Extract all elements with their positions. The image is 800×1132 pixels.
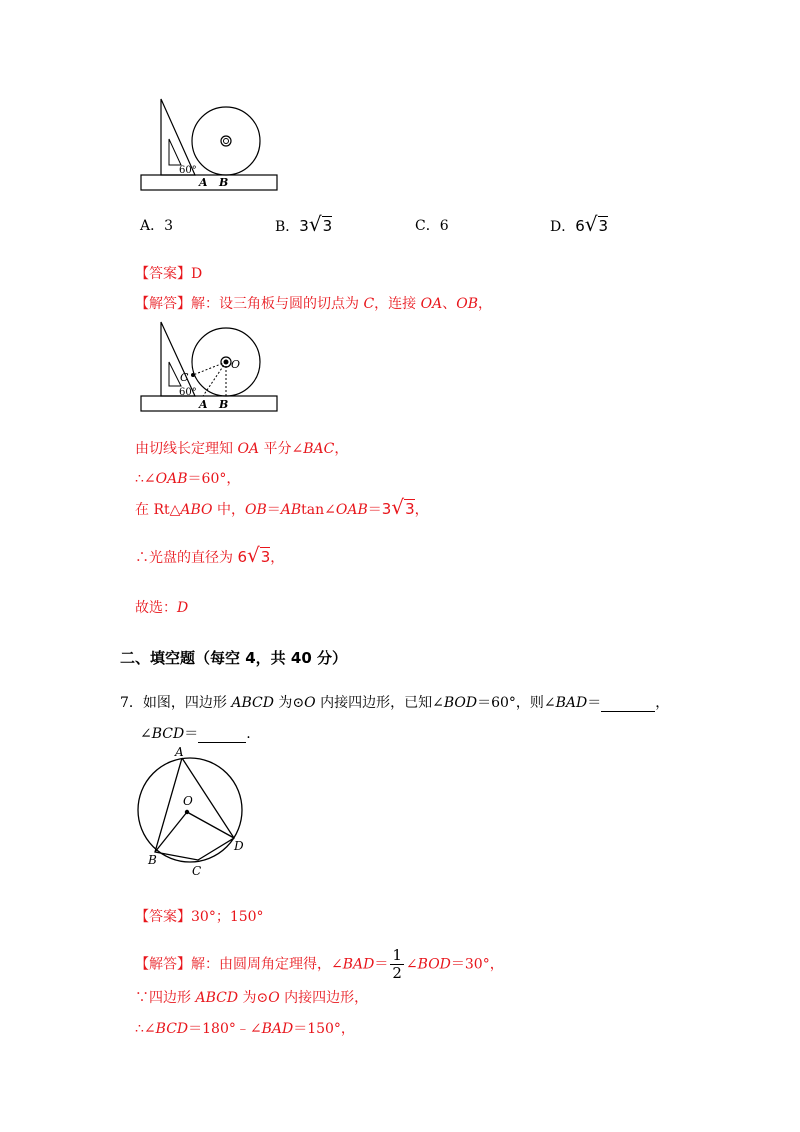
point-a-label: A	[199, 398, 208, 411]
ruler-disc-figure	[135, 95, 285, 195]
option-letter: C．	[415, 218, 440, 234]
point-b-label: B	[219, 176, 229, 189]
table-base	[141, 175, 277, 190]
quadrilateral-abcd	[155, 758, 234, 860]
circle-o	[138, 758, 242, 862]
radical-expression: 6√3	[575, 212, 609, 236]
q7-solution-line2: ∵四边形 ABCD 为⊙O 内接四边形，	[135, 990, 369, 1006]
table-base	[141, 396, 277, 411]
section-title: 二、填空题（每空 4，共 40 分）	[120, 649, 347, 667]
q7-answer: 【答案】30°；150°	[135, 909, 264, 925]
segment-ob	[155, 812, 187, 852]
q6-answer: 【答案】D	[135, 266, 203, 282]
q7-stem-line2: ∠BCD＝ .	[140, 726, 251, 742]
point-c-label: C	[192, 864, 202, 878]
option-c[interactable]	[415, 215, 449, 235]
option-a[interactable]	[140, 215, 173, 235]
triangle-ruler-inner	[169, 139, 181, 165]
option-letter: A．	[140, 218, 165, 234]
disc-hole-inner	[224, 139, 229, 144]
solution-figure	[135, 318, 285, 418]
question-number: 7．	[120, 695, 143, 711]
option-value: 6	[439, 218, 449, 234]
point-b-label: B	[148, 853, 157, 867]
q6-solution-intro: 【解答】解：设三角板与圆的切点为 C，连接 OA、OB，	[135, 296, 492, 312]
answer-blank-bad[interactable]	[601, 695, 655, 712]
option-b[interactable]	[275, 212, 332, 236]
radical-expression: 6√3	[237, 543, 271, 567]
fraction-one-half: $\frac{1}{2}$	[392, 946, 402, 982]
inscribed-quadrilateral-figure	[130, 742, 265, 882]
disc	[192, 107, 260, 175]
q6-choose: 故选：D	[135, 600, 189, 616]
point-d-label: D	[234, 839, 244, 853]
point-a-label: A	[175, 745, 184, 759]
center-o	[185, 810, 189, 814]
answer-blank-bcd[interactable]	[198, 726, 246, 743]
q6-solution-line4: ∴光盘的直径为 6√3，	[135, 543, 285, 567]
q7-solution-line3: ∴∠BCD＝180°﹣∠BAD＝150°，	[135, 1021, 355, 1037]
radical-expression: 3√3	[381, 495, 415, 519]
point-c-label: C	[180, 371, 189, 384]
option-letter: B．	[275, 219, 300, 235]
radical-expression: 3√3	[299, 212, 333, 236]
q6-solution-line3: 在 Rt△ABO 中，OB＝ABtan∠OAB＝3√3，	[135, 495, 429, 519]
option-d[interactable]	[550, 212, 608, 236]
q7-solution-line1: 【解答】解：由圆周角定理得，∠BAD＝ $\frac{1}{2}$ ∠BOD＝30°，	[135, 946, 504, 982]
angle-label: 60°	[179, 387, 197, 398]
q6-solution-line2: ∴∠OAB＝60°，	[135, 471, 241, 487]
q7-stem-line1: 7．如图，四边形 ABCD 为⊙O 内接四边形，已知∠BOD＝60°，则∠BAD＝ ，	[120, 695, 670, 711]
tangent-point-c	[191, 373, 195, 377]
point-o-label: O	[231, 358, 241, 371]
point-o-label: O	[183, 794, 193, 808]
option-letter: D．	[550, 219, 576, 235]
segment-od	[187, 812, 234, 838]
angle-label: 60°	[179, 165, 197, 176]
option-value: 3	[164, 218, 174, 234]
segment-oa	[203, 362, 226, 396]
q6-solution-line1: 由切线长定理知 OA 平分∠BAC，	[135, 441, 349, 457]
point-b-label: B	[219, 398, 229, 411]
disc-hole-outer	[221, 136, 231, 146]
point-a-label: A	[199, 176, 208, 189]
triangle-ruler	[161, 322, 195, 396]
triangle-ruler	[161, 99, 195, 175]
